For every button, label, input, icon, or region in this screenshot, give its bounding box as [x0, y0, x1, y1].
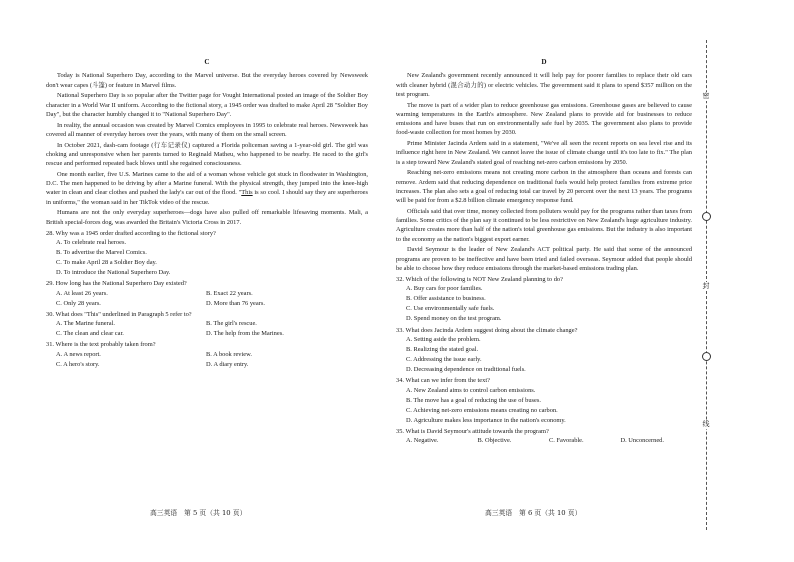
q33-option-b: B. Realizing the stated goal.: [406, 345, 479, 353]
q30-option-a: A. The Marine funeral.: [56, 320, 115, 328]
q30-options-row: [56, 319, 368, 328]
question-31: 31. Where is the text probably taken from?: [46, 341, 156, 349]
passage-d-paragraph: Reaching net-zero emissions means not creating more carbon in the atmosphere than oceans and forests can remove. Ardem said that reducing dependence on traditional fuels would help protect families from extreme price increases. The plan also sets a goal of reducing total car travel by 20 percent over the next 13 years. The programs will be paid for from a $2.8 billion climate emergency response fund.: [396, 169, 692, 204]
question-30: 30. What does "This" underlined in Paragraph 5 refer to?: [46, 310, 192, 318]
q29-option-d: D. More than 76 years.: [206, 299, 265, 307]
q34-option-d: D. Agriculture makes less importance in the nation's economy.: [406, 416, 566, 424]
passage-d-paragraph: Prime Minister Jacinda Ardem said in a statement, "We've all seen the recent reports on sea level rise and its influence right here in New Zealand. We cannot leave the issue of climate change until it's too late to fix." The plan is a step toward New Zealand's stated goal of reaching net-zero carbon emissions by 2050.: [396, 140, 692, 166]
q34-option-c: C. Achieving net-zero emissions means creating no carbon.: [406, 406, 558, 414]
question-29: 29. How long has the National Superhero Day existed?: [46, 280, 187, 288]
q32-option-c: C. Use environmentally safe fuels.: [406, 305, 495, 313]
passage-d-paragraph: New Zealand's government recently announced it will help pay for poorer families to replace their old cars with cleaner hybrid (混合动力的) or electric vehicles. The government said it plans to spend $357 million on the test program.: [396, 72, 692, 98]
question-33: 33. What does Jacinda Ardem suggest doing about the climate change?: [396, 326, 578, 334]
q31-option-b: B. A book review.: [206, 350, 252, 358]
passage-c-paragraph-5: [46, 170, 368, 207]
q32-option-d: D. Spend money on the test program.: [406, 315, 502, 323]
q29-options-row: [56, 299, 368, 308]
passage-d-paragraph: Officials said that over time, money collected from polluters would pay for the programs rather than taxes from families. Some critics of the plan say it continued to be less restrictive on New Zealand's huge agriculture industry. Agriculture creates more than half of the nation's total greenhouse gas emissions. But the industry is also important to the economy as the nation's biggest export earner.: [396, 207, 692, 243]
q30-option-c: C. The clean and clear car.: [56, 330, 124, 338]
q28-option-b: B. To advertise the Marvel Comics.: [56, 249, 147, 257]
q29-option-a: A. At least 26 years.: [56, 289, 108, 297]
q30-option-d: D. The help from the Marines.: [206, 330, 284, 338]
q28-option-d: D. To introduce the National Superhero Day.: [56, 269, 171, 277]
q33-option-a: A. Setting aside the problem.: [406, 335, 481, 343]
q31-option-a: A. A news report.: [56, 350, 101, 358]
q29-option-c: C. Only 28 years.: [56, 299, 101, 307]
binding-char-mi: 密: [700, 92, 712, 101]
question-34: 34. What can we infer from the text?: [396, 377, 490, 385]
passage-c-paragraph: In reality, the annual occasion was created by Marvel Comics employees in 1995 to celebrate real heroes. Newsweek has covered all manner of everyday heroes over the years, with many of them on the small screen.: [46, 121, 368, 138]
q32-option-a: A. Buy cars for poor families.: [406, 285, 483, 293]
q31-option-d: D. A diary entry.: [206, 360, 249, 368]
q29-options-row: [56, 289, 368, 298]
question-28: 28. Why was a 1945 order drafted according to the fictional story?: [46, 229, 216, 237]
passage-c-column: [46, 58, 368, 498]
section-d-label: D: [541, 58, 547, 66]
q31-option-c: C. A hero's story.: [56, 360, 100, 368]
q30-options-row: [56, 329, 368, 338]
q31-options-row: [56, 350, 368, 359]
passage-c-paragraph: National Superhero Day is so popular after the Twitter page for Vought International posted an image of the Soldier Boy character in a World War II uniform. According to the fictional story, a 1945 order was drafted to make April 28 "Soldier Boy Day", but the character humbly changed it to "National Superhero Day".: [46, 92, 368, 118]
q34-option-a: A. New Zealand aims to control carbon emissions.: [406, 386, 536, 394]
q35-option-b: B. Objective.: [477, 437, 512, 445]
passage-c-paragraph: Today is National Superhero Day, according to the Marvel universe. But the everyday heroes covered by Newsweek don't wear capes (斗篷) or feature in Marvel films.: [46, 72, 368, 89]
section-c-label: C: [204, 58, 210, 66]
q35-options-row: [406, 436, 692, 445]
passage-d-paragraph: David Seymour is the leader of New Zealand's ACT political party. He said that some of the announced programs are proven to be ineffective and have been tried and failed overseas. Seymour added that people should be able to choose how they reduce emissions through the market-based emissions trading plan.: [396, 246, 692, 272]
page-footer-left: 高三英语 第 5 页（共 10 页）: [150, 509, 247, 517]
q35-option-c: C. Favorable.: [549, 437, 584, 445]
binding-char-feng: 封: [700, 282, 712, 291]
q30-option-b: B. The girl's rescue.: [206, 320, 257, 328]
q33-option-c: C. Addressing the issue early.: [406, 355, 482, 363]
passage-c-paragraph: Humans are not the only everyday superheroes—dogs have also pulled off remarkable lifesaving moments. Mali, a British special-forces dog, was awarded the Britain's Victoria Cross in 2017.: [46, 209, 368, 226]
q35-option-d: D. Unconcerned.: [620, 437, 664, 445]
q32-option-b: B. Offer assistance to business.: [406, 295, 486, 303]
q28-option-c: C. To make April 28 a Soldier Boy day.: [56, 259, 157, 267]
question-35: 35. What is David Seymour's attitude towards the program?: [396, 427, 549, 435]
binding-hole-circle: [702, 212, 711, 221]
passage-c-paragraph: In October 2021, dash-cam footage (行车记录仪) captured a Florida policeman saving a 1-year-old girl. The girl was choking and unresponsive when her parents turned to Reginald Matheu, who happened to be nearby. He raced to the girl's rescue and performed repeated back blows until she regained consciousness.: [46, 141, 368, 167]
q34-option-b: B. The move has a goal of reducing the use of buses.: [406, 396, 541, 404]
binding-hole-circle: [702, 352, 711, 361]
p5-text-before: One month earlier, five U.S. Marines came to the aid of a woman whose vehicle got stuck in floodwater in Washington, D.C. The men happened to be driving by after a Marine funeral. With the physical strength, they jumped into the knee-high water in clean and clear clothes and pushed the lady's car out of the flood. ": [46, 170, 368, 197]
question-32: 32. Which of the following is NOT New Zealand planning to do?: [396, 276, 563, 283]
underlined-this: This: [241, 189, 253, 197]
q28-option-a: A. To celebrate real heroes.: [56, 239, 127, 246]
q31-options-row: [56, 360, 368, 369]
passage-d-column: [396, 58, 692, 498]
q33-option-d: D. Decreasing dependence on traditional fuels.: [406, 366, 526, 374]
p5-text-after: is so cool. I should say they are superheroes in uniforms," the woman said in her TikTok video of the rescue.: [46, 189, 368, 206]
binding-char-xian: 线: [700, 420, 712, 429]
q29-option-b: B. Exact 22 years.: [206, 289, 253, 297]
q35-option-a: A. Negative.: [406, 437, 439, 445]
page-footer-right: 高三英语 第 6 页（共 10 页）: [485, 509, 582, 517]
passage-d-paragraph: The move is part of a wider plan to reduce greenhouse gas emissions. Greenhouse gases are believed to cause warming temperatures in the Earth's atmosphere. New Zealand plans to provide aid for businesses to reduce emissions and have buses that run on environmentally safe fuel by 2035. The government also plans to provide food-waste collection for most homes by 2030.: [396, 101, 692, 137]
